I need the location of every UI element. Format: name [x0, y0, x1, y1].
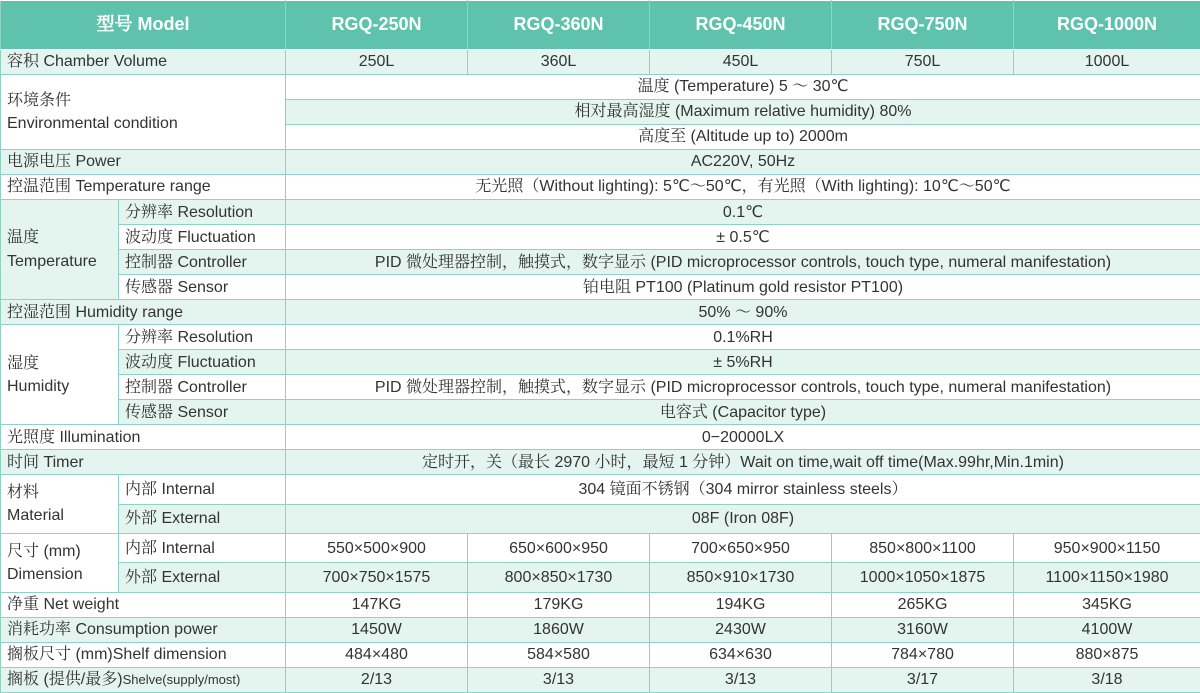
humidity-row — [1, 325, 1200, 350]
dimension-row — [1, 563, 1200, 592]
temperature-label-en: Temperature — [7, 252, 97, 270]
consumption-value: 2430W — [650, 617, 832, 642]
dimension-internal-label: 内部 Internal — [119, 533, 286, 562]
volume-value: 250L — [286, 50, 468, 75]
shelf-dimension-label: 搁板尺寸 (mm)Shelf dimension — [1, 642, 286, 667]
illumination-label: 光照度 Illumination — [1, 425, 286, 450]
timer-label: 时间 Timer — [1, 450, 286, 475]
material-row — [1, 475, 1200, 504]
volume-value: 450L — [650, 50, 832, 75]
humidity-row — [1, 375, 1200, 400]
illumination-row — [1, 425, 1200, 450]
humidity-controller: PID 微处理器控制，触摸式，数字显示 (PID microprocessor controls, touch type, numeral manifestation) — [286, 375, 1200, 400]
shelves-label-en: Shelve(supply/most) — [122, 672, 241, 688]
consumption-value: 1450W — [286, 617, 468, 642]
dimension-external-value: 1100×1150×1980 — [1014, 563, 1200, 592]
volume-label: 容积 Chamber Volume — [1, 50, 286, 75]
power-value: AC220V, 50Hz — [286, 150, 1200, 175]
dimension-label-en: Dimension — [7, 565, 83, 583]
material-label-en: Material — [7, 507, 64, 525]
humidity-range-row — [1, 300, 1200, 325]
shelf-dimension-value: 484×480 — [286, 642, 468, 667]
shelves-value: 2/13 — [286, 667, 468, 692]
temperature-sensor-label: 传感器 Sensor — [119, 275, 286, 300]
temp-range-label: 控温范围 Temperature range — [1, 175, 286, 200]
model-col-4: RGQ-750N — [832, 1, 1014, 50]
temperature-row — [1, 275, 1200, 300]
environment-label-en: Environmental condition — [7, 115, 178, 133]
illumination-value: 0−20000LX — [286, 425, 1200, 450]
environment-label — [1, 75, 286, 150]
shelf-dimension-value: 584×580 — [468, 642, 650, 667]
humidity-label-en: Humidity — [7, 377, 70, 395]
dimension-row — [1, 533, 1200, 562]
model-col-1: RGQ-250N — [286, 1, 468, 50]
humidity-row — [1, 400, 1200, 425]
header-row — [1, 1, 1200, 50]
humidity-sensor: 电容式 (Capacitor type) — [286, 400, 1200, 425]
humidity-sensor-label: 传感器 Sensor — [119, 400, 286, 425]
humidity-controller-label: 控制器 Controller — [119, 375, 286, 400]
model-col-3: RGQ-450N — [650, 1, 832, 50]
net-weight-value: 345KG — [1014, 592, 1200, 617]
dimension-external-label: 外部 External — [119, 563, 286, 592]
temperature-fluctuation: ± 0.5℃ — [286, 225, 1200, 250]
dimension-internal-value: 850×800×1100 — [832, 533, 1014, 562]
temperature-label-cn: 温度 — [7, 229, 40, 247]
volume-value: 360L — [468, 50, 650, 75]
model-header: 型号 Model — [1, 1, 286, 50]
material-label-cn: 材料 — [7, 483, 40, 501]
material-external-label: 外部 External — [119, 504, 286, 533]
temperature-sensor: 铂电阻 PT100 (Platinum gold resistor PT100) — [286, 275, 1200, 300]
net-weight-value: 194KG — [650, 592, 832, 617]
consumption-value: 4100W — [1014, 617, 1200, 642]
environment-altitude: 高度至 (Altitude up to) 2000m — [286, 125, 1200, 150]
environment-humidity: 相对最高湿度 (Maximum relative humidity) 80% — [286, 100, 1200, 125]
power-label: 电源电压 Power — [1, 150, 286, 175]
humidity-row — [1, 350, 1200, 375]
temp-range-row — [1, 175, 1200, 200]
temp-range-value: 无光照（Without lighting): 5℃～50℃，有光照（With lighting): 10℃～50℃ — [286, 175, 1200, 200]
dimension-external-value: 800×850×1730 — [468, 563, 650, 592]
net-weight-value: 147KG — [286, 592, 468, 617]
temperature-controller-label: 控制器 Controller — [119, 250, 286, 275]
material-internal: 304 镜面不锈钢（304 mirror stainless steels） — [286, 475, 1200, 504]
temperature-resolution: 0.1℃ — [286, 200, 1200, 225]
shelf-dimension-value: 784×780 — [832, 642, 1014, 667]
dimension-internal-value: 700×650×950 — [650, 533, 832, 562]
humidity-fluctuation-label: 波动度 Fluctuation — [119, 350, 286, 375]
net-weight-row — [1, 592, 1200, 617]
temperature-fluctuation-label: 波动度 Fluctuation — [119, 225, 286, 250]
temperature-row — [1, 225, 1200, 250]
humidity-fluctuation: ± 5%RH — [286, 350, 1200, 375]
dimension-external-value: 700×750×1575 — [286, 563, 468, 592]
dimension-label — [1, 533, 119, 592]
dimension-label-cn: 尺寸 (mm) — [7, 542, 81, 560]
shelves-value: 3/17 — [832, 667, 1014, 692]
net-weight-label: 净重 Net weight — [1, 592, 286, 617]
material-row — [1, 504, 1200, 533]
humidity-range-label: 控湿范围 Humidity range — [1, 300, 286, 325]
model-col-5: RGQ-1000N — [1014, 1, 1200, 50]
environment-temperature: 温度 (Temperature) 5 ～ 30℃ — [286, 75, 1200, 100]
consumption-value: 1860W — [468, 617, 650, 642]
shelves-value: 3/13 — [468, 667, 650, 692]
shelves-value: 3/13 — [650, 667, 832, 692]
humidity-range-value: 50% ～ 90% — [286, 300, 1200, 325]
temperature-label — [1, 200, 119, 300]
model-col-2: RGQ-360N — [468, 1, 650, 50]
consumption-label: 消耗功率 Consumption power — [1, 617, 286, 642]
environment-label-cn: 环境条件 — [7, 91, 72, 109]
dimension-internal-value: 550×500×900 — [286, 533, 468, 562]
power-row — [1, 150, 1200, 175]
volume-row — [1, 50, 1200, 75]
dimension-external-value: 850×910×1730 — [650, 563, 832, 592]
dimension-internal-value: 950×900×1150 — [1014, 533, 1200, 562]
volume-value: 1000L — [1014, 50, 1200, 75]
volume-value: 750L — [832, 50, 1014, 75]
consumption-row — [1, 617, 1200, 642]
shelves-value: 3/18 — [1014, 667, 1200, 692]
shelves-label — [1, 667, 286, 692]
temperature-controller: PID 微处理器控制，触摸式，数字显示 (PID microprocessor controls, touch type, numeral manifestation) — [286, 250, 1200, 275]
material-external: 08F (Iron 08F) — [286, 504, 1200, 533]
net-weight-value: 179KG — [468, 592, 650, 617]
net-weight-value: 265KG — [832, 592, 1014, 617]
material-label — [1, 475, 119, 534]
humidity-label-cn: 湿度 — [7, 354, 40, 372]
shelf-dimension-row — [1, 642, 1200, 667]
temperature-row — [1, 250, 1200, 275]
dimension-internal-value: 650×600×950 — [468, 533, 650, 562]
material-internal-label: 内部 Internal — [119, 475, 286, 504]
humidity-resolution: 0.1%RH — [286, 325, 1200, 350]
consumption-value: 3160W — [832, 617, 1014, 642]
humidity-resolution-label: 分辨率 Resolution — [119, 325, 286, 350]
shelf-dimension-value: 880×875 — [1014, 642, 1200, 667]
temperature-row — [1, 200, 1200, 225]
timer-row — [1, 450, 1200, 475]
environment-row — [1, 75, 1200, 100]
humidity-label — [1, 325, 119, 425]
shelf-dimension-value: 634×630 — [650, 642, 832, 667]
timer-value: 定时开，关（最长 2970 小时，最短 1 分钟）Wait on time,wait off time(Max.99hr,Min.1min) — [286, 450, 1200, 475]
temperature-resolution-label: 分辨率 Resolution — [119, 200, 286, 225]
shelves-label-cn: 搁板 (提供/最多) — [7, 671, 123, 689]
dimension-external-value: 1000×1050×1875 — [832, 563, 1014, 592]
shelves-row — [1, 667, 1200, 692]
